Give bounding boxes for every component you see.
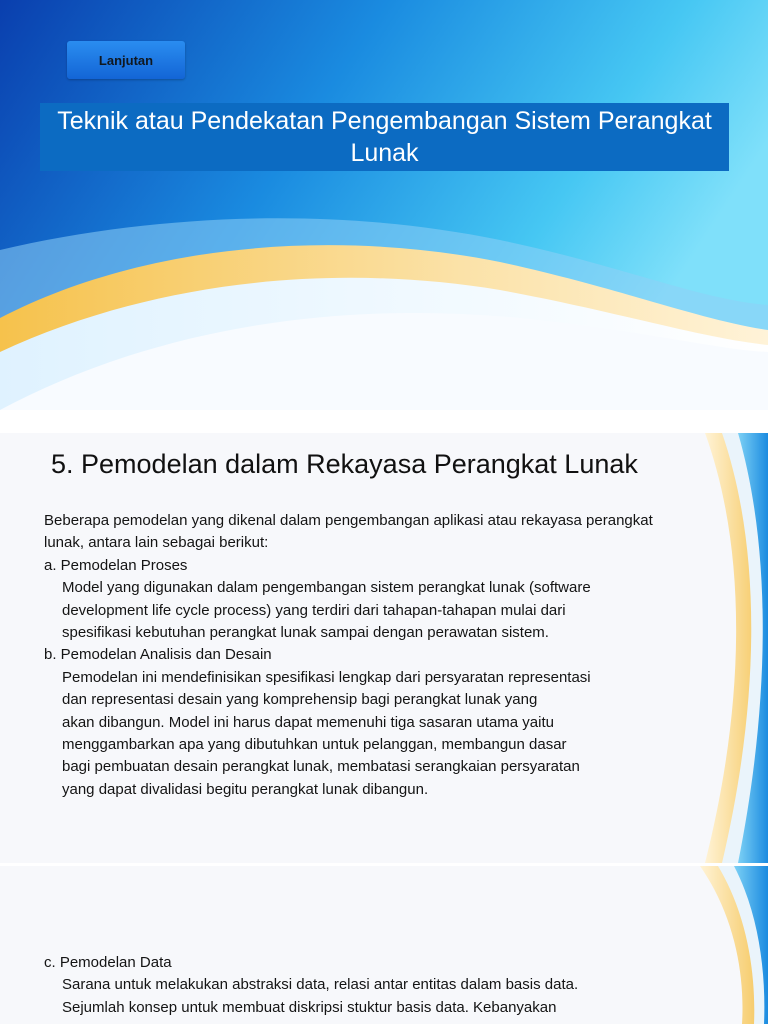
section-heading: 5. Pemodelan dalam Rekayasa Perangkat Lunak	[51, 449, 638, 479]
item-b-line: menggambarkan apa yang dibutuhkan untuk pelanggan, membangun dasar	[62, 736, 567, 754]
item-c-line: Sarana untuk melakukan abstraksi data, relasi antar entitas dalam basis data.	[62, 976, 579, 994]
item-a-title: a. Pemodelan Proses	[44, 556, 188, 574]
slide-3-body	[44, 952, 684, 1019]
item-b-title: b. Pemodelan Analisis dan Desain	[44, 646, 272, 664]
item-c-line: Sejumlah konsep untuk membuat diskripsi stuktur basis data. Kebanyakan	[62, 998, 557, 1016]
slide-1	[0, 0, 768, 410]
slide-2	[0, 433, 768, 863]
intro-line-1: Beberapa pemodelan yang dikenal dalam pengembangan aplikasi atau rekayasa perangkat	[44, 512, 653, 529]
item-b-line: yang dapat divalidasi begitu perangkat lunak dibangun.	[62, 780, 429, 798]
item-a-line: Model yang digunakan dalam pengembangan sistem perangkat lunak (software	[62, 579, 591, 597]
intro-line-2: lunak, antara lain sebagai berikut:	[44, 534, 269, 552]
item-b-line: akan dibangun. Model ini harus dapat memenuhi tiga sasaran utama yaitu	[62, 713, 554, 731]
item-c-title: c. Pemodelan Data	[44, 954, 172, 971]
item-b-line: dan representasi desain yang komprehensip bagi perangkat lunak yang	[62, 691, 538, 709]
item-a-line: spesifikasi kebutuhan perangkat lunak sampai dengan perawatan sistem.	[62, 624, 549, 642]
item-a-line: development life cycle process) yang terdiri dari tahapan-tahapan mulai dari	[62, 601, 566, 619]
slide-2-body	[44, 510, 684, 801]
lanjutan-button[interactable]: Lanjutan	[67, 41, 185, 79]
slide-title: Teknik atau Pendekatan Pengembangan Sistem Perangkat Lunak	[40, 103, 729, 171]
item-b-line: bagi pembuatan desain perangkat lunak, membatasi serangkaian persyaratan	[62, 758, 580, 776]
slide-3	[0, 866, 768, 1024]
item-b-line: Pemodelan ini mendefinisikan spesifikasi lengkap dari persyaratan representasi	[62, 668, 591, 686]
slide-separator	[0, 410, 768, 433]
